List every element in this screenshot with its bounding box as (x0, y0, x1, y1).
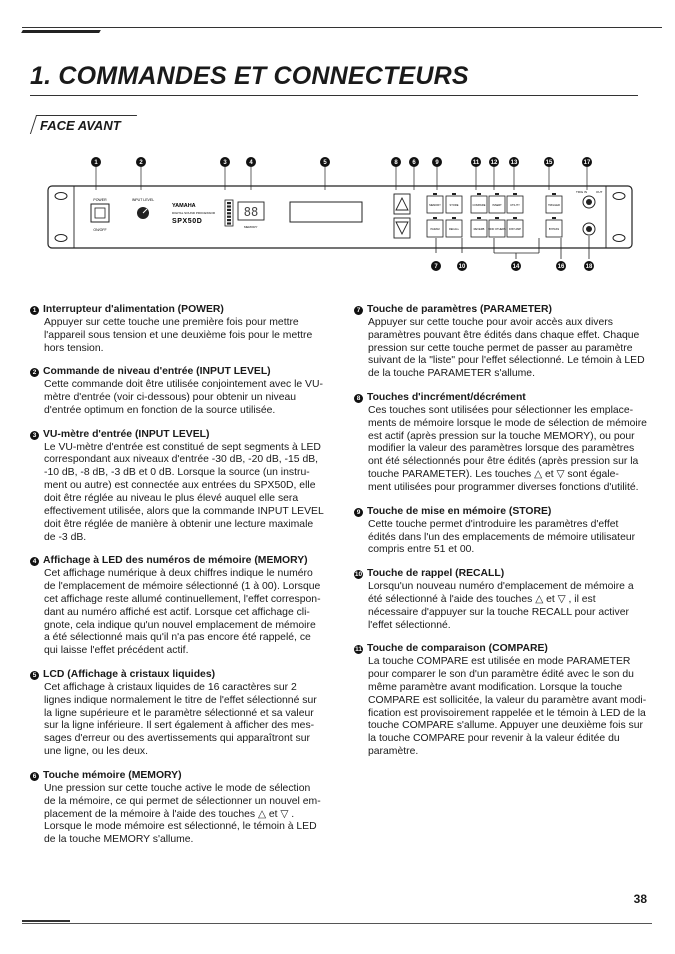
key-label: COMPARE (472, 204, 486, 207)
callout-11 (471, 157, 481, 190)
body-line: -10 dB, -8 dB, -3 dB et 0 dB. Lorsque la source (un instru- (44, 467, 310, 479)
description-item (354, 643, 647, 759)
body-line: paramètres pouvant être édités dans chaque effet. Chaque (368, 329, 640, 341)
body-line: sur la ligne inférieure. Il sert également à afficher des mes- (44, 720, 315, 732)
body-line: lignes indique normalement le titre de l'effet sélectionné sur (44, 694, 317, 706)
item-heading (354, 304, 644, 317)
led-indicator (513, 193, 517, 195)
body-line: placement de la mémoire à l'aide des touches △ et ▽ . (44, 808, 295, 820)
item-heading (30, 304, 326, 317)
svg-text:5: 5 (323, 160, 327, 166)
body-line: d'entrée optimum en fonction de la source utilisée. (44, 404, 276, 416)
body-line: Une pression sur cette touche active le mode de sélection (44, 782, 311, 794)
vu-segment (227, 205, 231, 207)
item-body (44, 682, 326, 759)
title-underline (30, 95, 638, 96)
led-indicator (495, 217, 499, 219)
svg-text:14: 14 (512, 264, 520, 270)
vu-segment (227, 222, 231, 224)
description-item (354, 392, 647, 495)
body-line: nécessaire d'appuyer sur la touche RECALL pour activer (368, 606, 629, 618)
item-number-badge: 10 (354, 571, 363, 579)
body-line: la touche COMPARE pour revenir à la valeur éditée du (368, 733, 620, 745)
bottom-corner-mark (22, 920, 70, 922)
decrement-triangle-icon (396, 222, 408, 234)
body-line: effectivement utilisée, alors que la commande INPUT LEVEL (44, 505, 324, 517)
callout-7 (431, 261, 441, 271)
led-indicator (477, 193, 481, 195)
description-item (30, 304, 326, 355)
body-line: l'effet sélectionné. (368, 619, 451, 631)
body-line: pression sur cette touche permet de passer au paramètre (368, 342, 633, 354)
svg-text:8: 8 (394, 160, 398, 166)
svg-text:10: 10 (458, 264, 466, 270)
svg-text:6: 6 (412, 160, 416, 166)
body-line: suivant de la "liste" pour l'effet sélectionné. Le témoin à LED (368, 355, 645, 367)
item-number-badge: 7 (354, 306, 363, 315)
item-body (44, 783, 326, 847)
power-button (91, 204, 109, 222)
item-body (44, 568, 326, 658)
key-label: UTILITY (510, 204, 520, 207)
description-item (30, 770, 326, 847)
svg-text:11: 11 (472, 160, 480, 166)
body-line: modifier la valeur des paramètres lorsque des paramètres (368, 443, 635, 455)
callout-5 (320, 157, 330, 190)
body-line: est actif (après pression sur la touche MEMORY), ou pour (368, 430, 635, 442)
item-number-badge: 3 (30, 431, 39, 440)
body-line: Cette touche permet d'introduire les paramètres d'effet (368, 518, 619, 530)
body-line: même paramètre avant modification. Lorsque la touche (368, 681, 623, 693)
increment-triangle-icon (396, 198, 408, 210)
body-line: hors tension. (44, 342, 104, 354)
body-line: la ligne supérieure et le paramètre sélectionné et sa valeur (44, 707, 314, 719)
right-column (354, 304, 647, 770)
rack-hole-icon (613, 235, 625, 242)
description-item (354, 304, 644, 381)
item-number-badge: 2 (30, 368, 39, 377)
item-heading (30, 669, 326, 682)
led-indicator (495, 193, 499, 195)
body-line: de la mémoire, ce qui permet de sélectionner un nouvel em- (44, 795, 321, 807)
key-label: DIST AMP (508, 228, 522, 231)
key-label: TRIGGER (548, 204, 560, 207)
body-line: sages d'erreur ou des avertissements qui apparaîtront sur (44, 733, 310, 745)
power-label: POWER (93, 198, 107, 202)
callout-18 (584, 261, 594, 271)
body-line: dant au numéro affiché est actif. Lorsque cet affichage cli- (44, 606, 310, 618)
callout-1 (91, 157, 101, 190)
item-body (368, 404, 647, 495)
item-heading-text: Commande de niveau d'entrée (INPUT LEVEL) (43, 366, 271, 378)
body-line: Le VU-mètre d'entrée est constitué de sept segments à LED (44, 441, 321, 453)
item-heading (354, 506, 644, 519)
callout-2 (136, 157, 146, 190)
item-heading (30, 429, 326, 442)
svg-text:2: 2 (139, 160, 143, 166)
item-heading (354, 392, 644, 405)
body-line: compris entre 51 et 00. (368, 544, 475, 556)
vu-segment (227, 202, 231, 204)
rack-hole-icon (55, 193, 67, 200)
body-line: doit être réglée au niveau le plus élevé auquel elle sera (44, 492, 299, 504)
svg-text:17: 17 (583, 160, 591, 166)
body-line: pour comparer le son d'un paramètre édité avec le son du (368, 669, 634, 681)
body-line: de l'emplacement de mémoire sélectionné (1 à 00). Lorsque (44, 581, 321, 593)
body-line: édités dans l'un des emplacements de mémoire utilisateur (368, 531, 636, 543)
led-indicator (433, 193, 437, 195)
body-line: touche PARAMETER). Les touches △ et ▽ sont égale- (368, 469, 619, 481)
key-label: PARAM (430, 228, 440, 231)
vu-segment (227, 212, 231, 214)
top-rule (22, 27, 662, 28)
item-heading-text: Touches d'incrément/décrément (367, 392, 526, 404)
top-corner-mark (21, 30, 101, 33)
led-indicator (552, 217, 556, 219)
callout-3 (220, 157, 230, 190)
svg-text:TRIG IN: TRIG IN (576, 190, 587, 194)
front-panel-diagram (44, 150, 636, 275)
item-heading (30, 366, 326, 379)
body-line: gnote, cela indique qu'un nouvel emplacement de mémoire (44, 619, 316, 631)
key-label: MOD OTHERS (488, 228, 506, 231)
item-body (368, 656, 647, 759)
vu-segment (227, 216, 231, 218)
body-line: a été sélectionné mais qu'il n'a pas encore été rappelé, ce (44, 632, 311, 644)
callout-8 (391, 157, 401, 190)
svg-text:13: 13 (510, 160, 518, 166)
svg-text:16: 16 (557, 264, 565, 270)
svg-text:INPUT LEVEL: INPUT LEVEL (131, 198, 155, 202)
body-line: été sélectionné à l'aide des touches △ et ▽ , il est (368, 593, 596, 605)
svg-text:3: 3 (223, 160, 227, 166)
description-item (30, 555, 326, 658)
key-label: BYPASS (548, 228, 560, 231)
callout-16 (556, 261, 566, 271)
body-line: ont été sélectionnés pour être édités (après pression sur la (368, 456, 639, 468)
description-item (354, 506, 644, 557)
led-indicator (513, 217, 517, 219)
svg-text:4: 4 (249, 160, 253, 166)
key-label: STORE (449, 204, 459, 207)
item-body (368, 519, 644, 558)
svg-text:ON/OFF: ON/OFF (93, 228, 107, 232)
rack-hole-icon (613, 193, 625, 200)
body-line: Cet affichage à cristaux liquides de 16 caractères sur 2 (44, 681, 297, 693)
callouts-bottom (431, 261, 594, 271)
svg-text:15: 15 (545, 160, 553, 166)
description-item (30, 669, 326, 759)
body-line: Cet affichage numérique à deux chiffres indique le numéro (44, 568, 313, 580)
item-heading-text: Touche de paramètres (PARAMETER) (367, 304, 552, 315)
body-line: ment ou autre) est connectée aux entrées du SPX50D, elle (44, 480, 316, 492)
svg-text:7: 7 (434, 264, 438, 270)
item-heading-text: Touche de mise en mémoire (STORE) (367, 505, 552, 517)
svg-text:9: 9 (435, 160, 439, 166)
rack-hole-icon (55, 235, 67, 242)
body-line: fication est provisoirement rappelée et le témoin à LED de la (368, 707, 646, 719)
item-heading-text: Affichage à LED des numéros de mémoire (MEMORY) (43, 555, 308, 567)
svg-text:OUT: OUT (596, 190, 603, 194)
key-label: REVERB (473, 228, 485, 231)
left-column (30, 304, 326, 858)
description-item (30, 366, 326, 417)
page-number: 38 (633, 892, 647, 906)
vu-segment (227, 219, 231, 221)
item-heading-text: VU-mètre d'entrée (INPUT LEVEL) (43, 428, 210, 440)
svg-text:DIGITAL SOUND PROCESSOR: DIGITAL SOUND PROCESSOR (172, 211, 216, 215)
body-line: de la touche PARAMETER s'allume. (368, 368, 535, 380)
callout-14 (511, 261, 521, 271)
body-line: Lorsqu'un nouveau numéro d'emplacement de mémoire a (368, 581, 634, 593)
model-name: SPX50D (172, 218, 203, 225)
lcd-display (290, 202, 362, 222)
item-number-badge: 11 (355, 646, 362, 654)
item-heading-text: Interrupteur d'alimentation (POWER) (43, 304, 224, 315)
svg-text:1: 1 (94, 160, 98, 166)
callout-6 (409, 157, 419, 190)
item-number-badge: 8 (354, 394, 363, 403)
brand-logo: YAMAHA (172, 203, 196, 209)
body-line: Appuyer sur cette touche une première fois pour mettre (44, 316, 299, 328)
callout-17 (582, 157, 592, 190)
description-item (30, 429, 326, 545)
body-line: mètre d'entrée (voir ci-dessous) pour obtenir un niveau (44, 392, 297, 404)
body-line: Lorsque le mode mémoire est sélectionné, le témoin à LED (44, 821, 317, 833)
page-title: 1. COMMANDES ET CONNECTEURS (30, 62, 469, 90)
item-heading (30, 555, 326, 568)
led-indicator (452, 193, 456, 195)
led-indicator (433, 217, 437, 219)
bottom-rule (22, 923, 652, 924)
body-line: correspondant aux niveaux d'entrée -30 dB, -20 dB, -15 dB, (44, 454, 319, 466)
item-heading-text: Touche de rappel (RECALL) (367, 568, 505, 580)
svg-text:12: 12 (490, 160, 498, 166)
svg-text:MEMORY: MEMORY (244, 225, 258, 229)
callout-9 (432, 157, 442, 190)
item-number-badge: 4 (30, 557, 39, 566)
callout-10 (457, 261, 467, 271)
key-label: RECALL (448, 228, 460, 231)
body-line: Cette commande doit être utilisée conjointement avec le VU- (44, 379, 323, 391)
body-line: l'appareil sous tension et une deuxième fois pour le mettre (44, 329, 313, 341)
body-line: doit être réglée de manière à obtenir une lecture maximale (44, 518, 314, 530)
item-body (44, 442, 326, 545)
body-line: touche COMPARE s'allume. Appuyer une deuxième fois sur (368, 720, 643, 732)
description-item (354, 568, 644, 632)
item-number-badge: 6 (30, 772, 39, 781)
vu-segment (227, 209, 231, 211)
body-line: La touche COMPARE est utilisée en mode PARAMETER (368, 656, 631, 668)
key-label: MEMORY (429, 204, 441, 207)
item-heading (354, 568, 644, 581)
callouts-top (91, 157, 592, 190)
body-line: Ces touches sont utilisées pour sélectionner les emplace- (368, 404, 634, 416)
callout-12 (489, 157, 499, 190)
svg-text:88: 88 (243, 205, 259, 219)
item-heading (30, 770, 326, 783)
body-line: de la touche MEMORY s'allume. (44, 834, 194, 846)
item-heading (354, 643, 644, 656)
item-body (44, 317, 326, 356)
item-heading-text: LCD (Affichage à cristaux liquides) (43, 669, 216, 681)
item-body (44, 379, 326, 418)
item-number-badge: 1 (30, 306, 39, 315)
body-line: ments de mémoire lorsque le mode de sélection de mémoire (368, 417, 647, 429)
led-indicator (477, 217, 481, 219)
body-line: de -3 dB. (44, 531, 87, 543)
callout-4 (246, 157, 256, 190)
item-heading-text: Touche mémoire (MEMORY) (43, 770, 182, 781)
chassis-outline (48, 186, 632, 248)
body-line: qui laisse l'effet précédent actif. (44, 645, 189, 657)
callout-15 (544, 157, 554, 190)
callout-13 (509, 157, 519, 190)
svg-text:18: 18 (585, 264, 593, 270)
body-line: paramètre. (368, 746, 419, 758)
key-label: INSERT (492, 204, 502, 207)
section-title: FACE AVANT (40, 118, 121, 133)
item-number-badge: 9 (354, 508, 363, 517)
led-indicator (452, 217, 456, 219)
body-line: ment utilisées pour programmer diverses fonctions d'utilité. (368, 481, 639, 493)
item-body (368, 581, 644, 632)
item-heading-text: Touche de comparaison (COMPARE) (367, 643, 548, 655)
item-body (368, 317, 644, 381)
body-line: Appuyer sur cette touche pour avoir accès aux divers (368, 316, 613, 328)
body-line: une ligne, ou les deux. (44, 746, 148, 758)
body-line: COMPARE est sollicitée, la valeur du paramètre avant modi- (368, 694, 647, 706)
body-line: cet affichage reste allumé continuellement, l'effet correspon- (44, 593, 321, 605)
led-indicator (552, 193, 556, 195)
item-number-badge: 5 (30, 671, 39, 680)
